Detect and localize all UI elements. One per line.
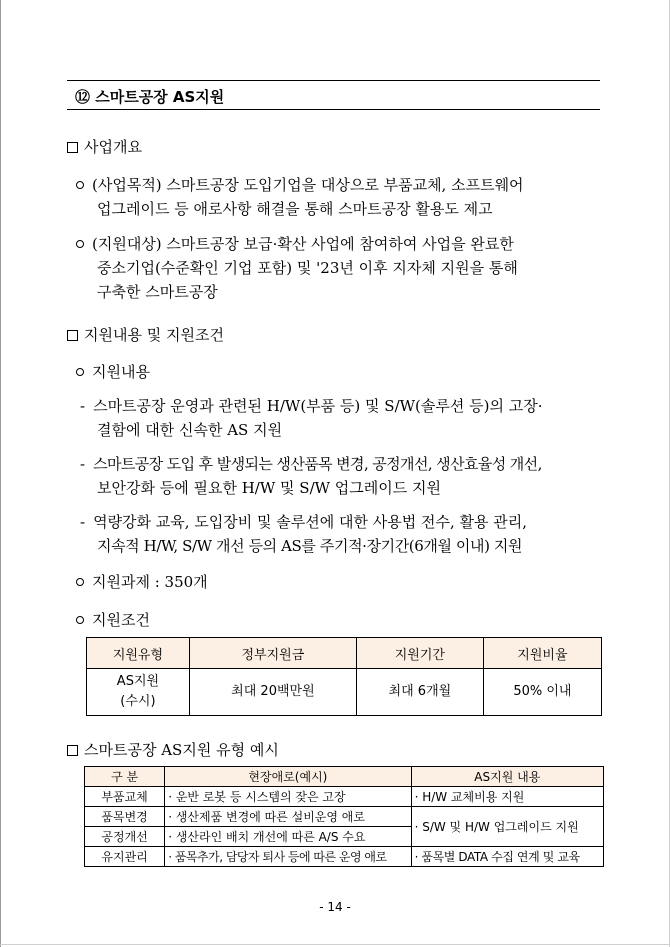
dash-text: 역량강화 교육, 도입장비 및 솔루션에 대한 사용법 전수, 활용 관리, — [93, 513, 528, 531]
bullet-target-line1 — [76, 234, 514, 254]
checkbox-square-icon — [67, 745, 78, 756]
table-cell-issue: · 운반 로봇 등 시스템의 잦은 고장 — [165, 787, 411, 807]
table-header-row — [87, 638, 602, 669]
table-cell-type — [87, 669, 190, 716]
sub-heading-text: 지원조건 — [92, 611, 150, 629]
dash-bullet: - — [80, 455, 86, 473]
dash-item-1-line1 — [80, 396, 542, 416]
table-cell-ratio: 50% 이내 — [483, 669, 601, 716]
conditions-table — [86, 637, 602, 716]
page-number: - 14 - — [319, 900, 351, 914]
sub-heading-count — [76, 572, 208, 592]
sub-heading-text: 지원내용 — [92, 363, 150, 381]
circle-bullet-icon — [76, 616, 84, 624]
table-header-cell: 지원비율 — [483, 638, 601, 669]
dash-text: 지속적 H/W, S/W 개선 등의 AS를 주기적·장기간(6개월 이내) 지원 — [97, 537, 523, 555]
dash-item-3-line2 — [97, 536, 522, 556]
dash-text: 보안강화 등에 필요한 H/W 및 S/W 업그레이드 지원 — [97, 479, 442, 497]
section-heading-text: 스마트공장 AS지원 유형 예시 — [84, 741, 279, 759]
table-row — [87, 669, 602, 716]
examples-table — [84, 766, 604, 867]
table-cell-category: 유지관리 — [85, 847, 165, 867]
section-heading-text: 지원내용 및 지원조건 — [84, 326, 224, 344]
bullet-text: 구축한 스마트공장 — [97, 283, 218, 301]
sub-heading-content — [76, 362, 150, 382]
circle-bullet-icon — [76, 368, 84, 376]
table-row — [85, 847, 604, 867]
circle-bullet-icon — [76, 240, 84, 248]
table-cell-category: 공정개선 — [85, 827, 165, 847]
page-title: ⑫ 스마트공장 AS지원 — [75, 88, 225, 106]
table-header-cell: 현장애로(예시) — [165, 767, 411, 787]
table-cell-amount: 최대 20백만원 — [189, 669, 356, 716]
checkbox-square-icon — [67, 330, 78, 341]
bullet-purpose-line2 — [97, 199, 493, 219]
dash-item-2-line1 — [80, 454, 542, 474]
page-border-bottom — [0, 944, 670, 945]
dash-bullet: - — [80, 397, 86, 415]
dash-bullet: - — [80, 513, 86, 531]
sub-heading-conditions — [76, 610, 150, 630]
table-cell-support: · H/W 교체비용 지원 — [411, 787, 603, 807]
checkbox-square-icon — [67, 142, 78, 153]
bullet-text: (사업목적) 스마트공장 도입기업을 대상으로 부품교체, 소프트웨어 — [92, 176, 524, 194]
table-cell-category: 품목변경 — [85, 807, 165, 827]
table-cell-support: · S/W 및 H/W 업그레이드 지원 — [411, 807, 603, 847]
table-header-cell: 지원기간 — [356, 638, 483, 669]
bullet-text: 업그레이드 등 애로사항 해결을 통해 스마트공장 활용도 제고 — [97, 200, 493, 218]
dash-item-2-line2 — [97, 478, 441, 498]
page-border-left — [0, 0, 1, 947]
dash-text: 스마트공장 운영과 관련된 H/W(부품 등) 및 S/W(솔루션 등)의 고장· — [93, 397, 543, 415]
table-cell-support: · 품목별 DATA 수집 연계 및 교육 — [411, 847, 603, 867]
bullet-purpose-line1 — [76, 175, 524, 195]
table-cell-issue: · 품목추가, 담당자 퇴사 등에 따른 운영 애로 — [165, 847, 411, 867]
section-heading-examples — [67, 740, 279, 760]
circle-bullet-icon — [76, 578, 84, 586]
bullet-target-line2 — [97, 258, 518, 278]
table-row — [85, 787, 604, 807]
section-heading-text: 사업개요 — [84, 138, 142, 156]
dash-text: 스마트공장 도입 후 발생되는 생산품목 변경, 공정개선, 생산효율성 개선, — [93, 455, 542, 473]
bullet-text: (지원대상) 스마트공장 보급·확산 사업에 참여하여 사업을 완료한 — [92, 235, 514, 253]
dash-item-3-line1 — [80, 512, 527, 532]
dash-text: 결함에 대한 신속한 AS 지원 — [97, 421, 283, 439]
table-cell-issue: · 생산라인 배치 개선에 따른 A/S 수요 — [165, 827, 411, 847]
section-heading-support — [67, 325, 224, 345]
table-header-row — [85, 767, 604, 787]
table-cell-period: 최대 6개월 — [356, 669, 483, 716]
table-row — [85, 807, 604, 827]
table-header-cell: 지원유형 — [87, 638, 190, 669]
bullet-text: 중소기업(수준확인 기업 포함) 및 '23년 이후 지자체 지원을 통해 — [97, 259, 518, 277]
table-header-cell: AS지원 내용 — [411, 767, 603, 787]
bullet-target-line3 — [97, 282, 218, 302]
table-header-cell: 구 분 — [85, 767, 165, 787]
dash-item-1-line2 — [97, 420, 282, 440]
type-line: (수시) — [120, 694, 156, 709]
table-cell-issue: · 생산제품 변경에 따른 설비운영 애로 — [165, 807, 411, 827]
sub-heading-text: 지원과제 : 350개 — [92, 573, 208, 591]
table-header-cell: 정부지원금 — [189, 638, 356, 669]
section-title-bar — [67, 80, 600, 110]
section-heading-overview — [67, 137, 142, 157]
type-line: AS지원 — [116, 674, 160, 689]
circle-bullet-icon — [76, 181, 84, 189]
table-cell-category: 부품교체 — [85, 787, 165, 807]
